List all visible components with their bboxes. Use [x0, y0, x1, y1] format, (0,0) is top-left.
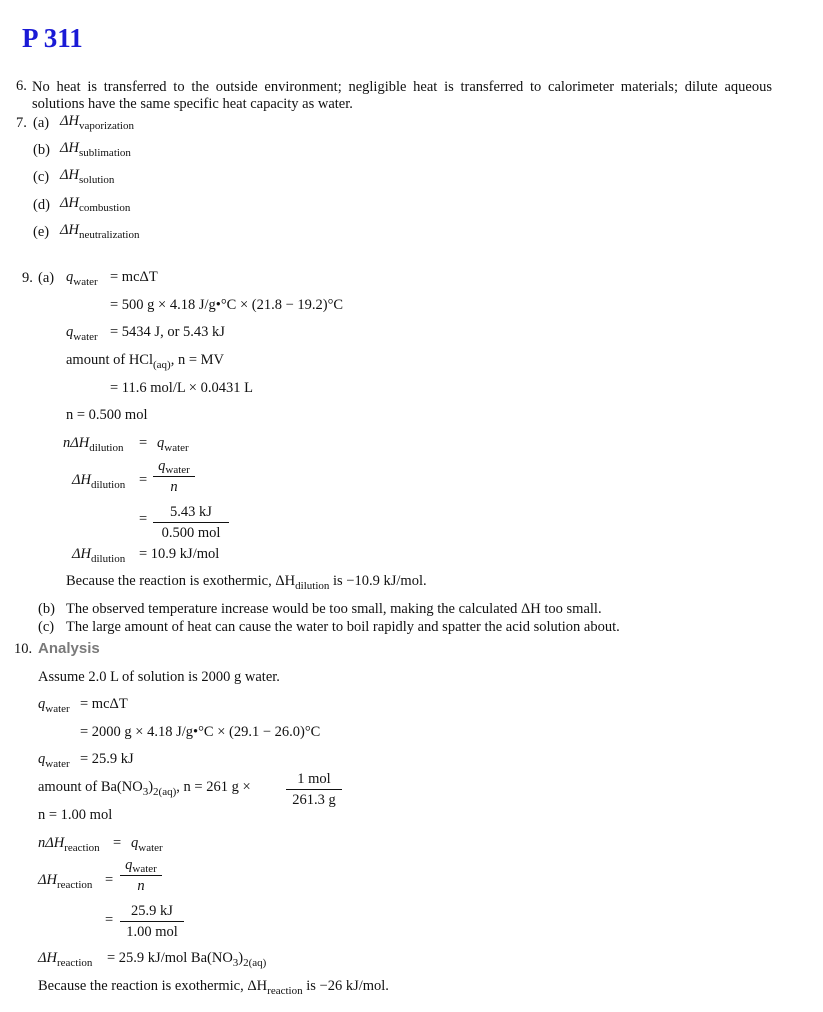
q10-line1: = mcΔT — [80, 696, 128, 712]
q10-eq-9: = — [105, 912, 114, 928]
q7c-label: (c) — [33, 169, 50, 185]
q9-dh-dilution-1: $\Delta H_{dilution}$ — [72, 472, 126, 491]
q10-q-water-1: $q_{water}$ — [38, 696, 70, 715]
q9-eq-9: = — [139, 511, 148, 527]
q9-eq-8: = — [139, 472, 148, 488]
q10-q-water-2: $q_{water}$ — [38, 751, 70, 770]
q10-dh-reaction-2: $\Delta H_{reaction}$ — [38, 950, 93, 969]
q7-number: 7. — [16, 115, 27, 131]
q10-line10: Because the reaction is exothermic, $\Delta H_{reaction}$ is −26 kJ/mol. — [38, 978, 389, 997]
q7e-label: (e) — [33, 224, 50, 240]
q9-line4: amount of HCl$_{(aq)}$, n = MV — [66, 352, 225, 371]
q10-line5: n = 1.00 mol — [38, 807, 113, 823]
q9-q-water-3: $q_{water}$ — [157, 435, 189, 454]
q7d-value: $\Delta H_{combustion}$ — [60, 195, 131, 214]
q7a-value: $\Delta H_{vaporization}$ — [60, 113, 134, 132]
q10-number: 10. — [14, 641, 33, 657]
q9a-label: (a) — [38, 270, 55, 286]
q7b-value: $\Delta H_{sublimation}$ — [60, 140, 131, 159]
q10-q-water-3: $q_{water}$ — [131, 835, 163, 854]
q9-line5: = 11.6 mol/L × 0.0431 L — [110, 380, 253, 396]
q9-fraction-qwater-n: $q_{water}$ n — [153, 458, 195, 496]
page-title: P 311 — [22, 23, 83, 53]
q6-number: 6. — [16, 78, 27, 94]
q9-fraction-values: 5.43 kJ 0.500 mol — [153, 504, 229, 542]
q10-line4: amount of $Ba(NO_3)_{2(aq)}$, n = 261 g × — [38, 779, 251, 798]
q9-line2: = 500 g × 4.18 J/g•°C × (21.8 − 19.2)°C — [110, 297, 344, 313]
q10-fraction-values: 25.9 kJ 1.00 mol — [120, 903, 184, 941]
q9b-label: (b) — [38, 601, 55, 617]
q9b-text: The observed temperature increase would be too small, making the calculated ΔH too small. — [66, 601, 602, 617]
q10-fraction-qwater-n: $q_{water}$ n — [120, 857, 162, 895]
q9-line6: n = 0.500 mol — [66, 407, 148, 423]
q7b-label: (b) — [33, 142, 50, 158]
q7d-label: (d) — [33, 197, 50, 213]
q10-heading: Analysis — [38, 640, 100, 657]
q10-eq-7: = — [113, 835, 122, 851]
q9c-text: The large amount of heat can cause the water to boil rapidly and spatter the acid solution about. — [66, 619, 620, 635]
q9-q-water-1: $q_{water}$ — [66, 269, 98, 288]
q9-line10: = 10.9 kJ/mol — [139, 546, 220, 562]
q7c-value: $\Delta H_{solution}$ — [60, 167, 115, 186]
q10-ndh-reaction: nΔH$_{reaction}$ — [38, 835, 100, 854]
q10-line9: = 25.9 kJ/mol $Ba(NO_3)_{2(aq)}$ — [107, 950, 267, 969]
q9-line1: = mcΔT — [110, 269, 158, 285]
q10-line0: Assume 2.0 L of solution is 2000 g water. — [38, 669, 280, 685]
q10-line2: = 2000 g × 4.18 J/g•°C × (29.1 − 26.0)°C — [80, 724, 321, 740]
q10-eq-8: = — [105, 872, 114, 888]
q6-text: No heat is transferred to the outside environment; negligible heat is transferred to calorimeter materials; dilute aqueous solutions have the same specific heat capacity as water. — [32, 79, 772, 112]
q9-ndh-dilution: nΔH$_{dilution}$ — [63, 435, 124, 454]
q9-eq-7: = — [139, 435, 148, 451]
q7a-label: (a) — [33, 115, 50, 131]
q9-number: 9. — [22, 270, 33, 286]
q10-fraction-molar-mass: 1 mol 261.3 g — [286, 771, 342, 809]
q9c-label: (c) — [38, 619, 55, 635]
q9-q-water-2: $q_{water}$ — [66, 324, 98, 343]
q10-line3: = 25.9 kJ — [80, 751, 134, 767]
q9-line11: Because the reaction is exothermic, $\Delta H_{dilution}$ is −10.9 kJ/mol. — [66, 573, 427, 592]
q9-line3: = 5434 J, or 5.43 kJ — [110, 324, 225, 340]
q10-dh-reaction-1: $\Delta H_{reaction}$ — [38, 872, 93, 891]
q9-dh-dilution-2: $\Delta H_{dilution}$ — [72, 546, 126, 565]
q7e-value: $\Delta H_{neutralization}$ — [60, 222, 140, 241]
